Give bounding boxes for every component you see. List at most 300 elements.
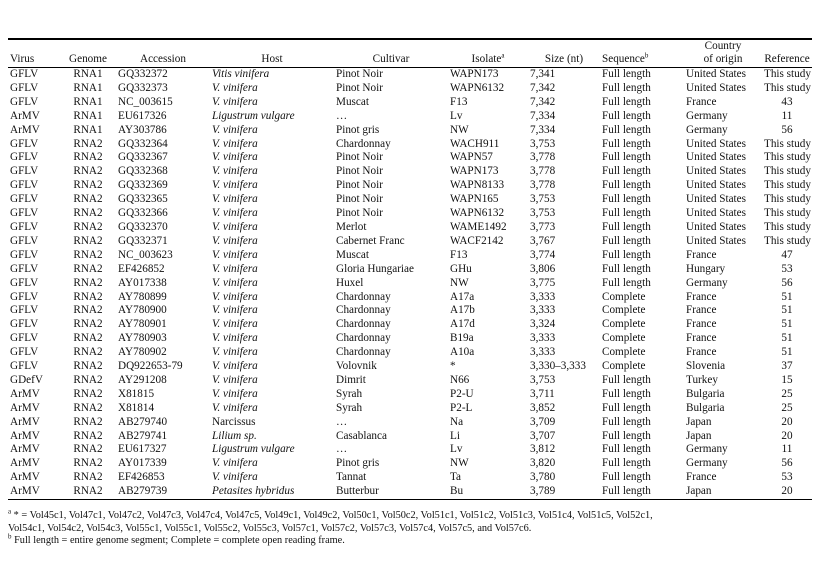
cell-country: France [686,471,717,484]
cell-reference: 51 [781,304,793,317]
cell-size: 3,775 [530,276,556,289]
cell-genome: RNA2 [73,429,103,442]
cell-country: Hungary [686,262,726,275]
cell-reference: This study [764,81,811,94]
cell-sequence: Full length [600,485,684,499]
table-row [8,416,812,430]
cell-cultivar: Dimrit [336,373,366,386]
cell-cultivar: Muscat [336,95,369,108]
cell-host: V. vinifera [212,81,258,94]
cell-cultivar: Pinot Noir [336,193,383,206]
cell-genome: RNA2 [73,220,103,233]
cell-size: 3,806 [530,262,556,275]
cell-genome: RNA2 [73,318,103,331]
cell-genome: RNA2 [73,415,103,428]
table-row [8,193,812,207]
footnote-a-line2: Vol54c1, Vol54c2, Vol54c3, Vol55c1, Vol55c1, Vol55c2, Vol55c3, Vol57c1, Vol57c2, Vol57c3, Vol57c4, Vol57c5, and Vol57c6. [8,522,532,534]
cell-isolate: F13 [450,95,468,108]
header-sequence-label: Sequence [602,53,645,65]
cell-reference: This study [764,193,811,206]
footnote-a-mark: a [8,507,12,516]
header-country-line1: Country [704,40,742,52]
cell-country: United States [686,165,746,178]
header-isolate-label: Isolate [471,53,502,65]
cell-virus: GFLV [10,81,39,94]
cell-cultivar: Chardonnay [336,137,391,150]
cell-country: Germany [686,457,728,470]
cell-host: V. vinifera [212,179,258,192]
cell-isolate: A17b [450,304,475,317]
footnote-b-line [8,532,814,548]
table-row [8,291,812,305]
header-accession: Accession [116,40,210,68]
cell-virus: GFLV [10,95,39,108]
cell-accession: AY017338 [118,276,167,289]
cell-sequence: Full length [602,95,651,108]
cell-host: V. vinifera [212,373,258,386]
table-row [8,96,812,110]
cell-accession: GQ332371 [118,234,168,247]
table-row [8,249,812,263]
cell-country: France [686,332,717,345]
cell-sequence: Full length [602,137,651,150]
cell-size: 7,342 [530,81,556,94]
cell-cultivar: Tannat [336,471,367,484]
cell-virus: ArMV [10,457,40,470]
cell-virus: GFLV [10,220,39,233]
cell-reference: 37 [781,360,793,373]
cell-sequence: Full length [602,220,651,233]
cell-cultivar: Butterbur [334,485,448,499]
cell-reference: 11 [781,109,793,122]
cell-cultivar: Pinot Noir [336,68,383,80]
cell-virus: GFLV [10,137,39,150]
cell-host: V. vinifera [212,318,258,331]
cell-reference: 15 [781,373,793,386]
cell-cultivar: Chardonnay [336,290,391,303]
cell-size: 3,709 [530,415,556,428]
cell-host: V. vinifera [212,220,258,233]
cell-genome: RNA1 [73,81,103,94]
cell-host: V. vinifera [212,234,258,247]
cell-isolate: A17d [450,318,475,331]
cell-size: 3,789 [528,485,600,499]
cell-sequence: Full length [602,276,651,289]
cell-sequence: Complete [602,346,646,359]
cell-virus: GFLV [10,207,39,220]
cell-size: 3,707 [530,429,556,442]
table-row [8,138,812,152]
cell-host: V. vinifera [212,471,258,484]
cell-isolate: WAPN173 [450,68,499,80]
cell-country: France [686,346,717,359]
cell-isolate: WAPN165 [450,193,499,206]
cell-sequence: Full length [602,415,651,428]
cell-size: 3,778 [530,151,556,164]
cell-reference: 47 [781,248,793,261]
cell-isolate: WAPN57 [450,151,493,164]
cell-sequence: Full length [602,429,651,442]
cell-size: 3,753 [530,207,556,220]
cell-isolate: P2-U [450,387,474,400]
cell-country: United States [686,207,746,220]
cell-host: V. vinifera [212,360,258,373]
cell-country: Bulgaria [686,387,725,400]
header-size: Size (nt) [528,40,600,68]
cell-virus: ArMV [10,109,40,122]
cell-accession: GQ332368 [118,165,168,178]
cell-genome: RNA2 [73,387,103,400]
cell-genome: RNA2 [73,179,103,192]
footnote-b-mark: b [8,532,12,541]
table-row [8,332,812,346]
cell-host: V. vinifera [212,276,258,289]
footnote-b-text: Full length = entire genome segment; Complete = complete open reading frame. [11,535,345,547]
table-row [8,263,812,277]
cell-host: V. vinifera [212,95,258,108]
cell-genome: RNA2 [73,290,103,303]
cell-country: France [686,248,717,261]
cell-genome: RNA2 [73,373,103,386]
cell-cultivar: … [336,109,348,122]
cell-isolate: WAPN173 [450,165,499,178]
table-row [8,430,812,444]
cell-virus: GFLV [10,248,39,261]
cell-sequence: Complete [602,290,646,303]
cell-virus: ArMV [10,443,40,456]
cell-country: Japan [686,429,712,442]
cell-size: 3,778 [530,165,556,178]
cell-host: V. vinifera [212,401,258,414]
cell-cultivar: Pinot Noir [336,151,383,164]
cell-country: United States [686,179,746,192]
cell-genome: RNA2 [73,234,103,247]
cell-sequence: Full length [602,193,651,206]
cell-cultivar: Pinot gris [336,457,380,470]
cell-reference: This study [764,68,811,80]
cell-genome: RNA2 [73,262,103,275]
cell-reference: 56 [781,457,793,470]
cell-host: V. vinifera [212,262,258,275]
cell-size: 7,334 [530,123,556,136]
cell-virus: ArMV [10,123,40,136]
cell-accession: AB279741 [118,429,168,442]
cell-sequence: Full length [602,471,651,484]
cell-host: V. vinifera [212,165,258,178]
cell-genome: RNA2 [60,485,116,499]
cell-country: Bulgaria [686,401,725,414]
table-row [8,443,812,457]
cell-accession: EU617327 [118,443,167,456]
cell-country: United States [686,234,746,247]
cell-virus: ArMV [10,401,40,414]
cell-size: 3,753 [530,373,556,386]
cell-size: 3,330–3,333 [530,360,586,373]
cell-country: United States [686,193,746,206]
table-row [8,68,812,82]
cell-isolate: B19a [450,332,474,345]
cell-sequence: Full length [602,387,651,400]
cell-isolate: NW [450,123,469,136]
cell-host: Ligustrum vulgare [212,109,295,122]
cell-size: 3,753 [530,193,556,206]
cell-country: United States [686,81,746,94]
cell-genome: RNA2 [73,304,103,317]
table-row [8,318,812,332]
cell-host: V. vinifera [212,457,258,470]
cell-virus: ArMV [10,387,40,400]
cell-country: United States [686,151,746,164]
cell-virus: GFLV [10,318,39,331]
cell-reference: 53 [781,262,793,275]
cell-reference: 25 [781,401,793,414]
cell-isolate: WACF2142 [450,234,504,247]
cell-genome: RNA2 [73,248,103,261]
cell-cultivar: Pinot Noir [336,81,383,94]
cell-host: V. vinifera [212,304,258,317]
cell-size: 3,333 [530,332,556,345]
cell-genome: RNA1 [73,109,103,122]
header-country [684,40,762,68]
cell-accession: EF426852 [118,262,165,275]
footnote-a-text: * = Vol45c1, Vol47c1, Vol47c2, Vol47c3, Vol47c4, Vol47c5, Vol49c1, Vol49c2, Vol50c1, Vol50c2, Vol51c1, Vol51c2, Vol51c3, Vol51c4, Vol51c5, Vol52c1, [11,510,653,521]
cell-host: V. vinifera [212,387,258,400]
cell-size: 3,324 [530,318,556,331]
cell-isolate: GHu [450,262,472,275]
cell-isolate: WACH911 [450,137,500,150]
cell-cultivar: Casablanca [336,429,387,442]
cell-cultivar: … [336,443,348,456]
cell-isolate: * [450,360,456,373]
cell-host: V. vinifera [212,137,258,150]
cell-accession: GQ332373 [118,81,168,94]
cell-reference: This study [764,151,811,164]
cell-cultivar: Syrah [336,387,363,400]
cell-accession: AY780900 [118,304,167,317]
cell-reference: 20 [781,415,793,428]
header-cultivar: Cultivar [334,40,448,68]
cell-isolate: Ta [450,471,462,484]
cell-genome: RNA1 [73,95,103,108]
cell-sequence: Full length [602,151,651,164]
table-row [8,151,812,165]
cell-size: 7,334 [530,109,556,122]
table-row [8,277,812,291]
cell-genome: RNA1 [73,123,103,136]
cell-country: Germany [686,123,728,136]
cell-isolate: A10a [450,346,475,359]
cell-country: Slovenia [686,360,726,373]
cell-accession: AY780899 [118,290,167,303]
cell-host: V. vinifera [212,123,258,136]
cell-cultivar: Pinot Noir [336,165,383,178]
cell-host: Petasites hybridus [210,485,334,499]
cell-reference: 51 [781,346,793,359]
footnote-mark-a: a [501,51,505,60]
cell-accession: AY303786 [118,123,167,136]
cell-host: Vitis vinifera [212,68,270,80]
cell-accession: X81815 [118,387,155,400]
cell-sequence: Full length [602,248,651,261]
footnote-a-line1 [8,507,814,523]
cell-genome: RNA2 [73,165,103,178]
cell-reference: 20 [781,429,793,442]
cell-virus: GFLV [10,234,39,247]
cell-virus: GFLV [10,332,39,345]
cell-accession: DQ922653-79 [118,360,183,373]
cell-reference: This study [764,234,811,247]
cell-accession: GQ332367 [118,151,168,164]
table-row [8,82,812,96]
cell-accession: GQ332370 [118,220,168,233]
cell-sequence: Complete [602,332,646,345]
cell-sequence: Full length [602,123,651,136]
cell-reference: This study [764,220,811,233]
cell-accession: EU617326 [118,109,167,122]
cell-isolate: Bu [448,485,528,499]
cell-accession: NC_003615 [118,95,173,108]
cell-cultivar: Muscat [336,248,369,261]
cell-country: Japan [684,485,762,499]
cell-virus: GDefV [10,373,43,386]
cell-size: 3,753 [530,137,556,150]
cell-cultivar: Volovnik [336,360,377,373]
cell-host: V. vinifera [212,332,258,345]
table-row [8,165,812,179]
cell-virus: GFLV [10,165,39,178]
cell-isolate: F13 [450,248,468,261]
virus-sequence-table [8,38,812,500]
cell-size: 7,342 [530,95,556,108]
cell-country: Turkey [686,373,718,386]
cell-sequence: Complete [602,304,646,317]
cell-size: 3,773 [530,220,556,233]
cell-sequence: Full length [602,207,651,220]
cell-accession: GQ332366 [118,207,168,220]
cell-cultivar: Cabernet Franc [336,234,405,247]
cell-accession: AY291208 [118,373,167,386]
cell-cultivar: Gloria Hungariae [336,262,414,275]
table-row [8,346,812,360]
cell-country: France [686,304,717,317]
cell-isolate: A17a [450,290,475,303]
cell-cultivar: Huxel [336,276,364,289]
cell-reference: 43 [781,95,793,108]
header-reference: Reference [762,40,812,68]
cell-isolate: Na [450,415,464,428]
cell-cultivar: Chardonnay [336,332,391,345]
cell-country: Germany [686,276,728,289]
cell-genome: RNA2 [73,137,103,150]
cell-host: Ligustrum vulgare [212,443,295,456]
cell-country: United States [686,137,746,150]
cell-isolate: WAPN6132 [450,81,505,94]
cell-host: V. vinifera [212,193,258,206]
cell-host: Narcissus [212,415,256,428]
cell-size: 3,333 [530,346,556,359]
cell-host: V. vinifera [212,207,258,220]
cell-genome: RNA2 [73,276,103,289]
cell-country: France [686,290,717,303]
cell-country: Germany [686,443,728,456]
cell-sequence: Full length [602,457,651,470]
cell-reference: 11 [781,443,793,456]
cell-size: 3,852 [530,401,556,414]
cell-genome: RNA2 [73,193,103,206]
cell-size: 3,333 [530,290,556,303]
cell-cultivar: Syrah [336,401,363,414]
cell-accession: AB279740 [118,415,168,428]
cell-accession: GQ332364 [118,137,168,150]
cell-accession: AB279739 [116,485,210,499]
cell-accession: AY017339 [118,457,167,470]
cell-sequence: Full length [602,262,651,275]
cell-size: 3,767 [530,234,556,247]
cell-virus: ArMV [8,485,60,499]
cell-accession: AY780901 [118,318,167,331]
cell-virus: GFLV [10,193,39,206]
cell-country: United States [686,68,746,80]
cell-accession: GQ332372 [118,68,168,80]
cell-virus: GFLV [10,68,39,80]
cell-virus: GFLV [10,360,39,373]
cell-genome: RNA2 [73,151,103,164]
cell-genome: RNA1 [73,68,103,80]
table-row [8,374,812,388]
cell-reference: 53 [781,471,793,484]
cell-size: 3,711 [530,387,555,400]
cell-reference: 51 [781,290,793,303]
cell-sequence: Full length [602,165,651,178]
cell-host: V. vinifera [212,248,258,261]
cell-genome: RNA2 [73,346,103,359]
cell-size: 3,820 [530,457,556,470]
table-row [8,110,812,124]
cell-virus: ArMV [10,429,40,442]
cell-size: 3,780 [530,471,556,484]
cell-size: 3,333 [530,304,556,317]
cell-genome: RNA2 [73,457,103,470]
cell-sequence: Full length [602,109,651,122]
cell-genome: RNA2 [73,360,103,373]
cell-sequence: Full length [602,443,651,456]
table-row [8,304,812,318]
cell-sequence: Complete [602,360,646,373]
cell-host: V. vinifera [212,151,258,164]
header-virus: Virus [8,40,60,68]
cell-isolate: Lv [450,443,463,456]
cell-cultivar: Pinot Noir [336,179,383,192]
cell-sequence: Full length [602,401,651,414]
cell-isolate: Lv [450,109,463,122]
cell-sequence: Full length [602,81,651,94]
footnote-mark-b: b [644,51,649,60]
table-row [8,124,812,138]
cell-sequence: Full length [602,373,651,386]
cell-size: 3,778 [530,179,556,192]
cell-accession: AY780903 [118,332,167,345]
cell-reference: This study [764,207,811,220]
cell-reference: 20 [762,485,812,499]
table-row [8,235,812,249]
cell-country: France [686,95,717,108]
cell-host: V. vinifera [212,290,258,303]
header-genome: Genome [60,40,116,68]
cell-sequence: Full length [602,234,651,247]
cell-reference: 56 [781,276,793,289]
table-row [8,457,812,471]
cell-cultivar: Pinot gris [336,123,380,136]
